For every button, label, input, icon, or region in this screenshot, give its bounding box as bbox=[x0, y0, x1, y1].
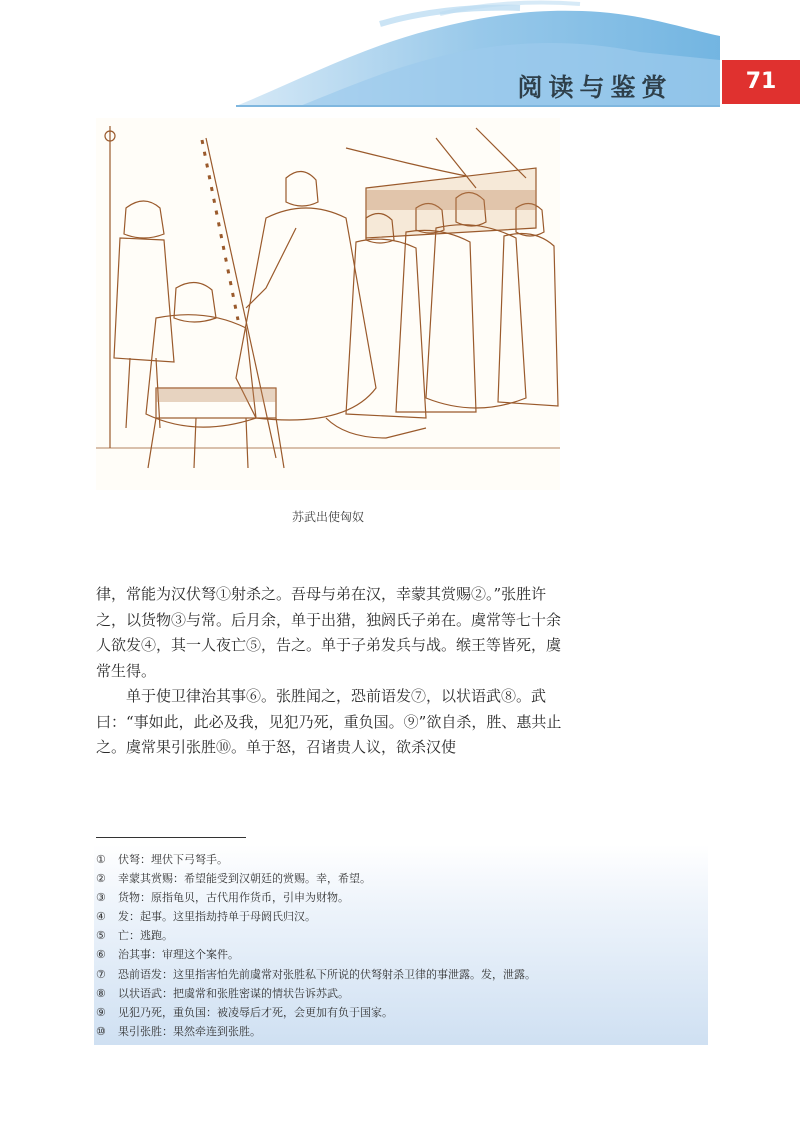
figure-caption: 苏武出使匈奴 bbox=[291, 510, 364, 524]
footnote-text: 伏弩：埋伏下弓弩手。 bbox=[118, 853, 228, 866]
footnote-number: ① bbox=[96, 853, 106, 866]
main-text bbox=[96, 582, 566, 761]
footnote-item bbox=[96, 1003, 708, 1022]
illustration-su-wu-envoy bbox=[96, 118, 560, 490]
footnote-text: 见犯乃死，重负国：被凌辱后才死，会更加有负于国家。 bbox=[118, 1005, 393, 1019]
footnote-item bbox=[96, 869, 708, 888]
footnote-number: ⑥ bbox=[96, 948, 106, 962]
paragraph: 律，常能为汉伏弩①射杀之。吾母与弟在汉，幸蒙其赏赐②。”张胜许之，以货物③与常。后月余，单于出猎，独阏氏子弟在。虞常等七十余人欲发④，其一人夜亡⑤，告之。单于子弟发兵与战。缑王等皆死，虞常生得。 bbox=[96, 585, 562, 680]
footnote-number: ⑤ bbox=[96, 929, 106, 943]
footnotes-panel bbox=[94, 845, 708, 1045]
footnote-text: 恐前语发：这里指害怕先前虞常对张胜私下所说的伏弩射杀卫律的事泄露。发，泄露。 bbox=[118, 967, 536, 981]
footnote-number: ⑧ bbox=[96, 986, 106, 1000]
footnote-number: ⑨ bbox=[96, 1005, 106, 1019]
footnote-item bbox=[96, 965, 708, 984]
section-title: 阅读与鉴赏 bbox=[517, 73, 673, 102]
footnote-number: ⑩ bbox=[96, 1024, 106, 1038]
footnote-text: 发：起事。这里指劫持单于母阏氏归汉。 bbox=[118, 910, 316, 924]
footnote-text: 以状语武：把虞常和张胜密谋的情状告诉苏武。 bbox=[118, 986, 349, 1000]
footnote-text: 治其事：审理这个案件。 bbox=[118, 948, 239, 962]
footnote-text: 果引张胜：果然牵连到张胜。 bbox=[118, 1024, 261, 1038]
footnote-text: 幸蒙其赏赐：希望能受到汉朝廷的赏赐。幸，希望。 bbox=[118, 872, 371, 886]
footnote-item bbox=[96, 1022, 708, 1041]
footnote-number: ⑦ bbox=[96, 967, 106, 981]
footnote-item bbox=[96, 888, 708, 907]
footnote-divider bbox=[96, 837, 246, 838]
footnote-number: ④ bbox=[96, 910, 106, 924]
footnote-item bbox=[96, 850, 708, 869]
footnote-number: ③ bbox=[96, 891, 106, 905]
page-number: 71 bbox=[722, 60, 800, 104]
footnote-item bbox=[96, 926, 708, 945]
footnote-number: ② bbox=[96, 872, 106, 886]
paragraph: 单于使卫律治其事⑥。张胜闻之，恐前语发⑦，以状语武⑧。武曰：“事如此，此必及我，见犯乃死，重负国。⑨”欲自杀，胜、惠共止之。虞常果引张胜⑩。单于怒，召诸贵人议，欲杀汉使 bbox=[96, 687, 562, 756]
ink-drawing bbox=[96, 118, 560, 490]
footnote-text: 亡：逃跑。 bbox=[118, 929, 173, 943]
footnote-item bbox=[96, 907, 708, 926]
footnote-item bbox=[96, 945, 708, 964]
footnote-item bbox=[96, 984, 708, 1003]
footnote-list bbox=[94, 845, 708, 1041]
footnote-text: 货物：原指龟贝，古代用作货币，引申为财物。 bbox=[118, 891, 349, 905]
